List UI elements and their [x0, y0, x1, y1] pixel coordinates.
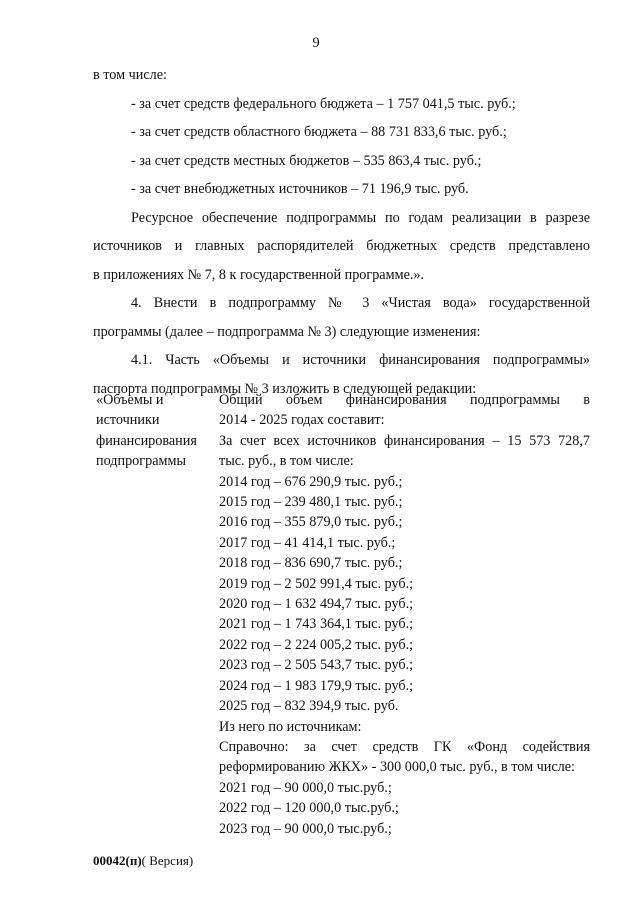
total-financing-line-2: 2014 - 2025 годах составит: [219, 412, 385, 429]
paragraph-item-4 [93, 291, 590, 344]
reference-year-row: 2021 год – 90 000,0 тыс.руб.; [219, 779, 392, 796]
total-financing-line-1: Общий объем финансирования подпрограммы в [219, 392, 590, 408]
bullet-extrabudgetary: - за счет внебюджетных источников – 71 196,9 тыс. руб. [131, 181, 469, 197]
year-row: 2023 год – 2 505 543,7 тыс. руб.; [219, 657, 414, 674]
reference-year-row: 2022 год – 120 000,0 тыс.руб.; [219, 800, 399, 817]
year-row: 2017 год – 41 414,1 тыс. руб.; [219, 534, 396, 551]
reference-year-row: 2023 год – 90 000,0 тыс.руб.; [219, 820, 392, 837]
left-label-line: финансирования [96, 432, 197, 449]
bullet-federal: - за счет средств федерального бюджета – 1 757 041,5 тыс. руб.; [131, 95, 516, 112]
paragraph-item-4-line-1: 4. Внести в подпрограмму № 3 «Чистая вода» государственной [131, 295, 590, 311]
paragraph-item-4-1-line-1: 4.1. Часть «Объемы и источники финансирования подпрограммы» [131, 352, 590, 368]
paragraph-item-4-1-line-2: паспорта подпрограммы № 3 изложить в следующей редакции: [93, 380, 477, 397]
paragraph-resources-line-2: источников и главных распорядителей бюджетных средств представлено [93, 238, 590, 254]
table-right-column [219, 390, 590, 839]
table-left-column [96, 390, 212, 472]
paragraph-resources-line-3: в приложениях № 7, 8 к государственной программе.». [93, 266, 425, 283]
intro-text: в том числе: [93, 67, 167, 83]
year-row: 2018 год – 836 690,7 тыс. руб.; [219, 555, 403, 572]
page-number: 9 [312, 35, 320, 51]
year-row: 2019 год – 2 502 991,4 тыс. руб.; [219, 575, 414, 592]
left-label-line: источники [96, 412, 160, 429]
year-row: 2020 год – 1 632 494,7 тыс. руб.; [219, 596, 414, 613]
year-row: 2022 год – 2 224 005,2 тыс. руб.; [219, 636, 414, 653]
reference-line-2: реформированию ЖКХ» - 300 000,0 тыс. руб., в том числе: [219, 759, 576, 776]
document-code: 00042(п) [93, 853, 142, 868]
by-sources-heading: Из него по источникам: [219, 718, 362, 735]
reference-line-1: Справочно: за счет средств ГК «Фонд содействия [219, 738, 590, 755]
year-row: 2015 год – 239 480,1 тыс. руб.; [219, 494, 403, 511]
bullet-local: - за счет средств местных бюджетов – 535 863,4 тыс. руб.; [131, 152, 482, 169]
document-version: ( Версия) [141, 853, 194, 868]
year-row: 2024 год – 1 983 179,9 тыс. руб.; [219, 677, 414, 694]
all-sources-line-2: тыс. руб., в том числе: [219, 453, 354, 470]
left-label-line: подпрограммы [96, 453, 186, 470]
paragraph-resources-line-1: Ресурсное обеспечение подпрограммы по годам реализации в разрезе [131, 209, 590, 226]
left-label-line: «Объемы и [96, 392, 164, 408]
document-footer [93, 849, 193, 874]
year-row: 2025 год – 832 394,9 тыс. руб. [219, 698, 399, 715]
paragraph-resources [93, 206, 590, 288]
year-row: 2021 год – 1 743 364,1 тыс. руб.; [219, 616, 414, 633]
year-row: 2016 год – 355 879,0 тыс. руб.; [219, 514, 403, 531]
document-body [93, 63, 590, 401]
year-row: 2014 год – 676 290,9 тыс. руб.; [219, 473, 403, 490]
paragraph-item-4-line-2: программы (далее – подпрограмма № 3) следующие изменения: [93, 323, 481, 340]
all-sources-line-1: За счет всех источников финансирования – 15 573 728,7 [219, 432, 590, 449]
bullet-regional: - за счет средств областного бюджета – 88 731 833,6 тыс. руб.; [131, 124, 507, 140]
